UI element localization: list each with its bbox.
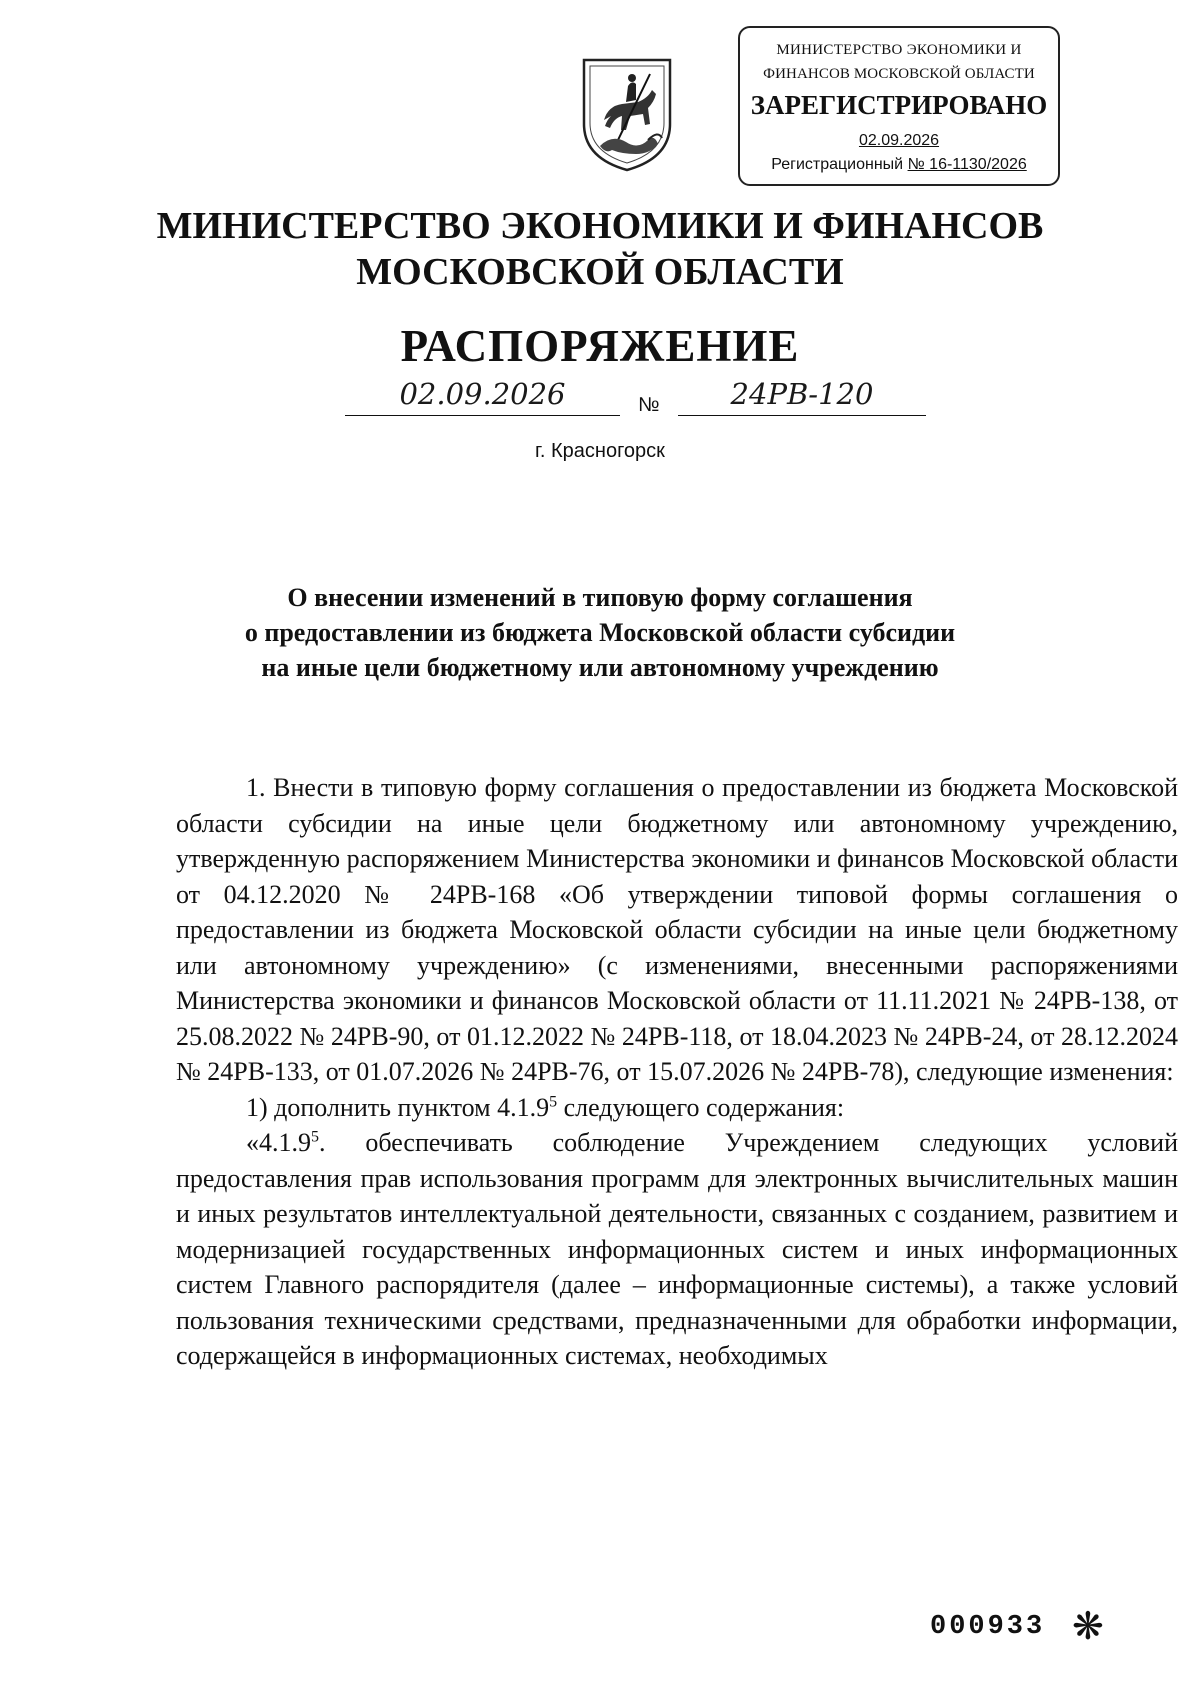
stamp-org-line1: МИНИСТЕРСТВО ЭКОНОМИКИ И [776,42,1022,58]
moscow-oblast-coat-of-arms-icon [578,54,676,174]
stamp-status: ЗАРЕГИСТРИРОВАНО [750,90,1048,120]
document-subject [170,580,1030,685]
paragraph-2 [176,1090,1178,1126]
document-type: РАСПОРЯЖЕНИЕ [400,321,800,371]
paragraph-2-text: 1) дополнить пунктом 4.1.9 [246,1092,550,1122]
ministry-title-line2: МОСКОВСКОЙ ОБЛАСТИ [356,251,844,293]
stamp-reg-number [740,156,1058,174]
paragraph-2-text-end: следующего содержания: [557,1092,845,1122]
stamp-reg-value: № 16-1130/2026 [907,156,1027,173]
paragraph-2-sup: 5 [549,1092,558,1110]
registration-stamp [738,26,1060,186]
paragraph-3-sup: 5 [311,1128,319,1146]
document-body [176,770,1178,1374]
handwritten-date: 02.09.2026 [345,377,620,416]
subject-line1: О внесении изменений в типовую форму соглашения [287,583,913,612]
paragraph-3-text: «4.1.9 [246,1128,311,1157]
city: г. Красногорск [535,440,665,462]
paragraph-1: 1. Внести в типовую форму соглашения о предоставлении из бюджета Московской области субсидии на иные цели бюджетному или автономному учреждению, утвержденную распоряжением Министерства экономики и финансов Московской области от 04.12.2020 № 24РВ-168 «Об утверждении типовой формы соглашения о предоставлении из бюджета Московской области субсидии на иные цели бюджетному или автономному учреждению» (с изменениями, внесенными распоряжениями Министерства экономики и финансов Московской области от 11.11.2021 № 24РВ-138, от 25.08.2022 № 24РВ-90, от 01.12.2022 № 24РВ-118, от 18.04.2023 № 24РВ-24, от 28.12.2024 № 24РВ-133, от 01.07.2026 № 24РВ-76, от 15.07.2026 № 24РВ-78), следующие изменения: [176,773,1178,1086]
subject-line2: о предоставлении из бюджета Московской области субсидии [244,618,956,647]
number-sign: № [638,394,660,416]
stamp-date: 02.09.2026 [858,132,940,149]
sheet-number: 000933 [930,1612,1046,1642]
subject-line3: на иные цели бюджетному или автономному учреждению [261,653,939,682]
paragraph-3-text-end: . обеспечивать соблюдение Учреждением следующих условий предоставления прав использования программ для электронных вычислительных машин и иных результатов интеллектуальной деятельности, связанных с созданием, развитием и модернизацией государственных информационных систем и иных информационных систем Главного распорядителя (далее – информационные системы), а также условий пользования техническими средствами, предназначенными для обработки информации, содержащейся в информационных системах, необходимых [176,1128,1178,1370]
ministry-title-line1: МИНИСТЕРСТВО ЭКОНОМИКИ И ФИНАНСОВ [156,205,1044,247]
stamp-org-line2: ФИНАНСОВ МОСКОВСКОЙ ОБЛАСТИ [763,66,1035,82]
asterisk-mark: ❋ [1072,1604,1104,1648]
handwritten-number: 24РВ-120 [678,377,926,416]
stamp-reg-label: Регистрационный [771,156,908,173]
paragraph-3 [176,1125,1178,1374]
